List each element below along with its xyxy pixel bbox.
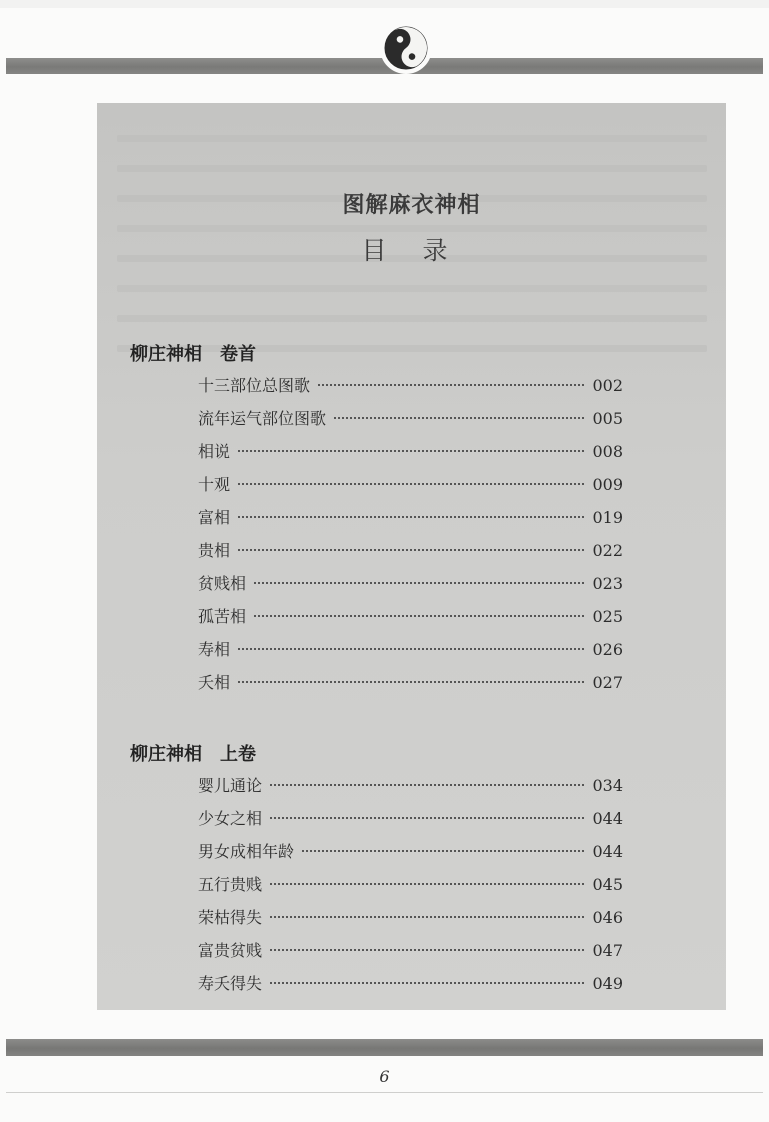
dot-leader [270,949,584,951]
toc-entry-label: 富相 [198,508,231,527]
toc-entry[interactable] [198,538,623,562]
toc-entry-page: 049 [592,974,623,993]
toc-entry-label: 十观 [198,475,231,494]
dot-leader [238,549,584,551]
toc-entry[interactable] [198,971,623,995]
toc-entry[interactable] [198,670,623,694]
section-heading [130,340,256,366]
toc-entry[interactable] [198,905,623,929]
toc-entry-label: 寿夭得失 [198,974,263,993]
dot-leader [270,883,584,885]
toc-entry-page: 044 [592,842,623,861]
toc-entry-label: 五行贵贱 [198,875,263,894]
page-number: 6 [379,1067,390,1086]
toc-entry[interactable] [198,872,623,896]
dot-leader [270,982,584,984]
toc-entry-page: 026 [592,640,623,659]
toc-entry-label: 寿相 [198,640,231,659]
toc-entry-page: 027 [592,673,623,692]
yin-yang-icon [380,22,432,74]
toc-entry[interactable] [198,373,623,397]
section-title: 柳庄神相 [130,744,202,765]
page-top-frame [0,0,769,8]
toc-entry[interactable] [198,604,623,628]
toc-entry-page: 045 [592,875,623,894]
toc-heading: 目 录 [361,236,462,265]
toc-entry-label: 十三部位总图歌 [198,376,311,395]
dot-leader [238,648,584,650]
toc-entry[interactable] [198,839,623,863]
dot-leader [238,450,584,452]
dot-leader [318,384,584,386]
toc-entry-page: 034 [592,776,623,795]
toc-entry-label: 流年运气部位图歌 [198,409,327,428]
toc-entry[interactable] [198,472,623,496]
toc-entry-label: 相说 [198,442,231,461]
footer-band [6,1039,763,1056]
toc-entry-label: 富贵贫贱 [198,941,263,960]
toc-entry-page: 019 [592,508,623,527]
book-title: 图解麻衣神相 [342,192,481,218]
section-title: 柳庄神相 [130,344,202,365]
dot-leader [238,516,584,518]
toc-entry-page: 023 [592,574,623,593]
toc-entry-page: 046 [592,908,623,927]
toc-entry[interactable] [198,938,623,962]
toc-entry[interactable] [198,773,623,797]
toc-entry-label: 男女成相年龄 [198,842,295,861]
dot-leader [334,417,584,419]
toc-entry-label: 贵相 [198,541,231,560]
page-edge-line [6,1092,763,1093]
toc-entry-page: 047 [592,941,623,960]
toc-entry[interactable] [198,439,623,463]
toc-entry-label: 夭相 [198,673,231,692]
toc-entry-page: 025 [592,607,623,626]
toc-entry-label: 贫贱相 [198,574,247,593]
dot-leader [238,483,584,485]
dot-leader [270,817,584,819]
dot-leader [270,916,584,918]
toc-entry-page: 008 [592,442,623,461]
toc-entry-page: 044 [592,809,623,828]
dot-leader [238,681,584,683]
section-part: 上卷 [220,744,256,765]
toc-entry[interactable] [198,505,623,529]
section-heading [130,740,256,766]
dot-leader [254,582,584,584]
toc-entry[interactable] [198,806,623,830]
toc-entry-label: 荣枯得失 [198,908,263,927]
toc-entry-page: 005 [592,409,623,428]
toc-entry[interactable] [198,637,623,661]
dot-leader [254,615,584,617]
toc-entry-page: 002 [592,376,623,395]
toc-entry-label: 婴儿通论 [198,776,263,795]
toc-entry-page: 009 [592,475,623,494]
toc-entry[interactable] [198,406,623,430]
toc-entry-label: 孤苦相 [198,607,247,626]
toc-entry-label: 少女之相 [198,809,263,828]
toc-entry-page: 022 [592,541,623,560]
dot-leader [270,784,584,786]
toc-panel [97,103,726,1010]
toc-entry[interactable] [198,571,623,595]
dot-leader [302,850,584,852]
section-part: 卷首 [220,344,256,365]
